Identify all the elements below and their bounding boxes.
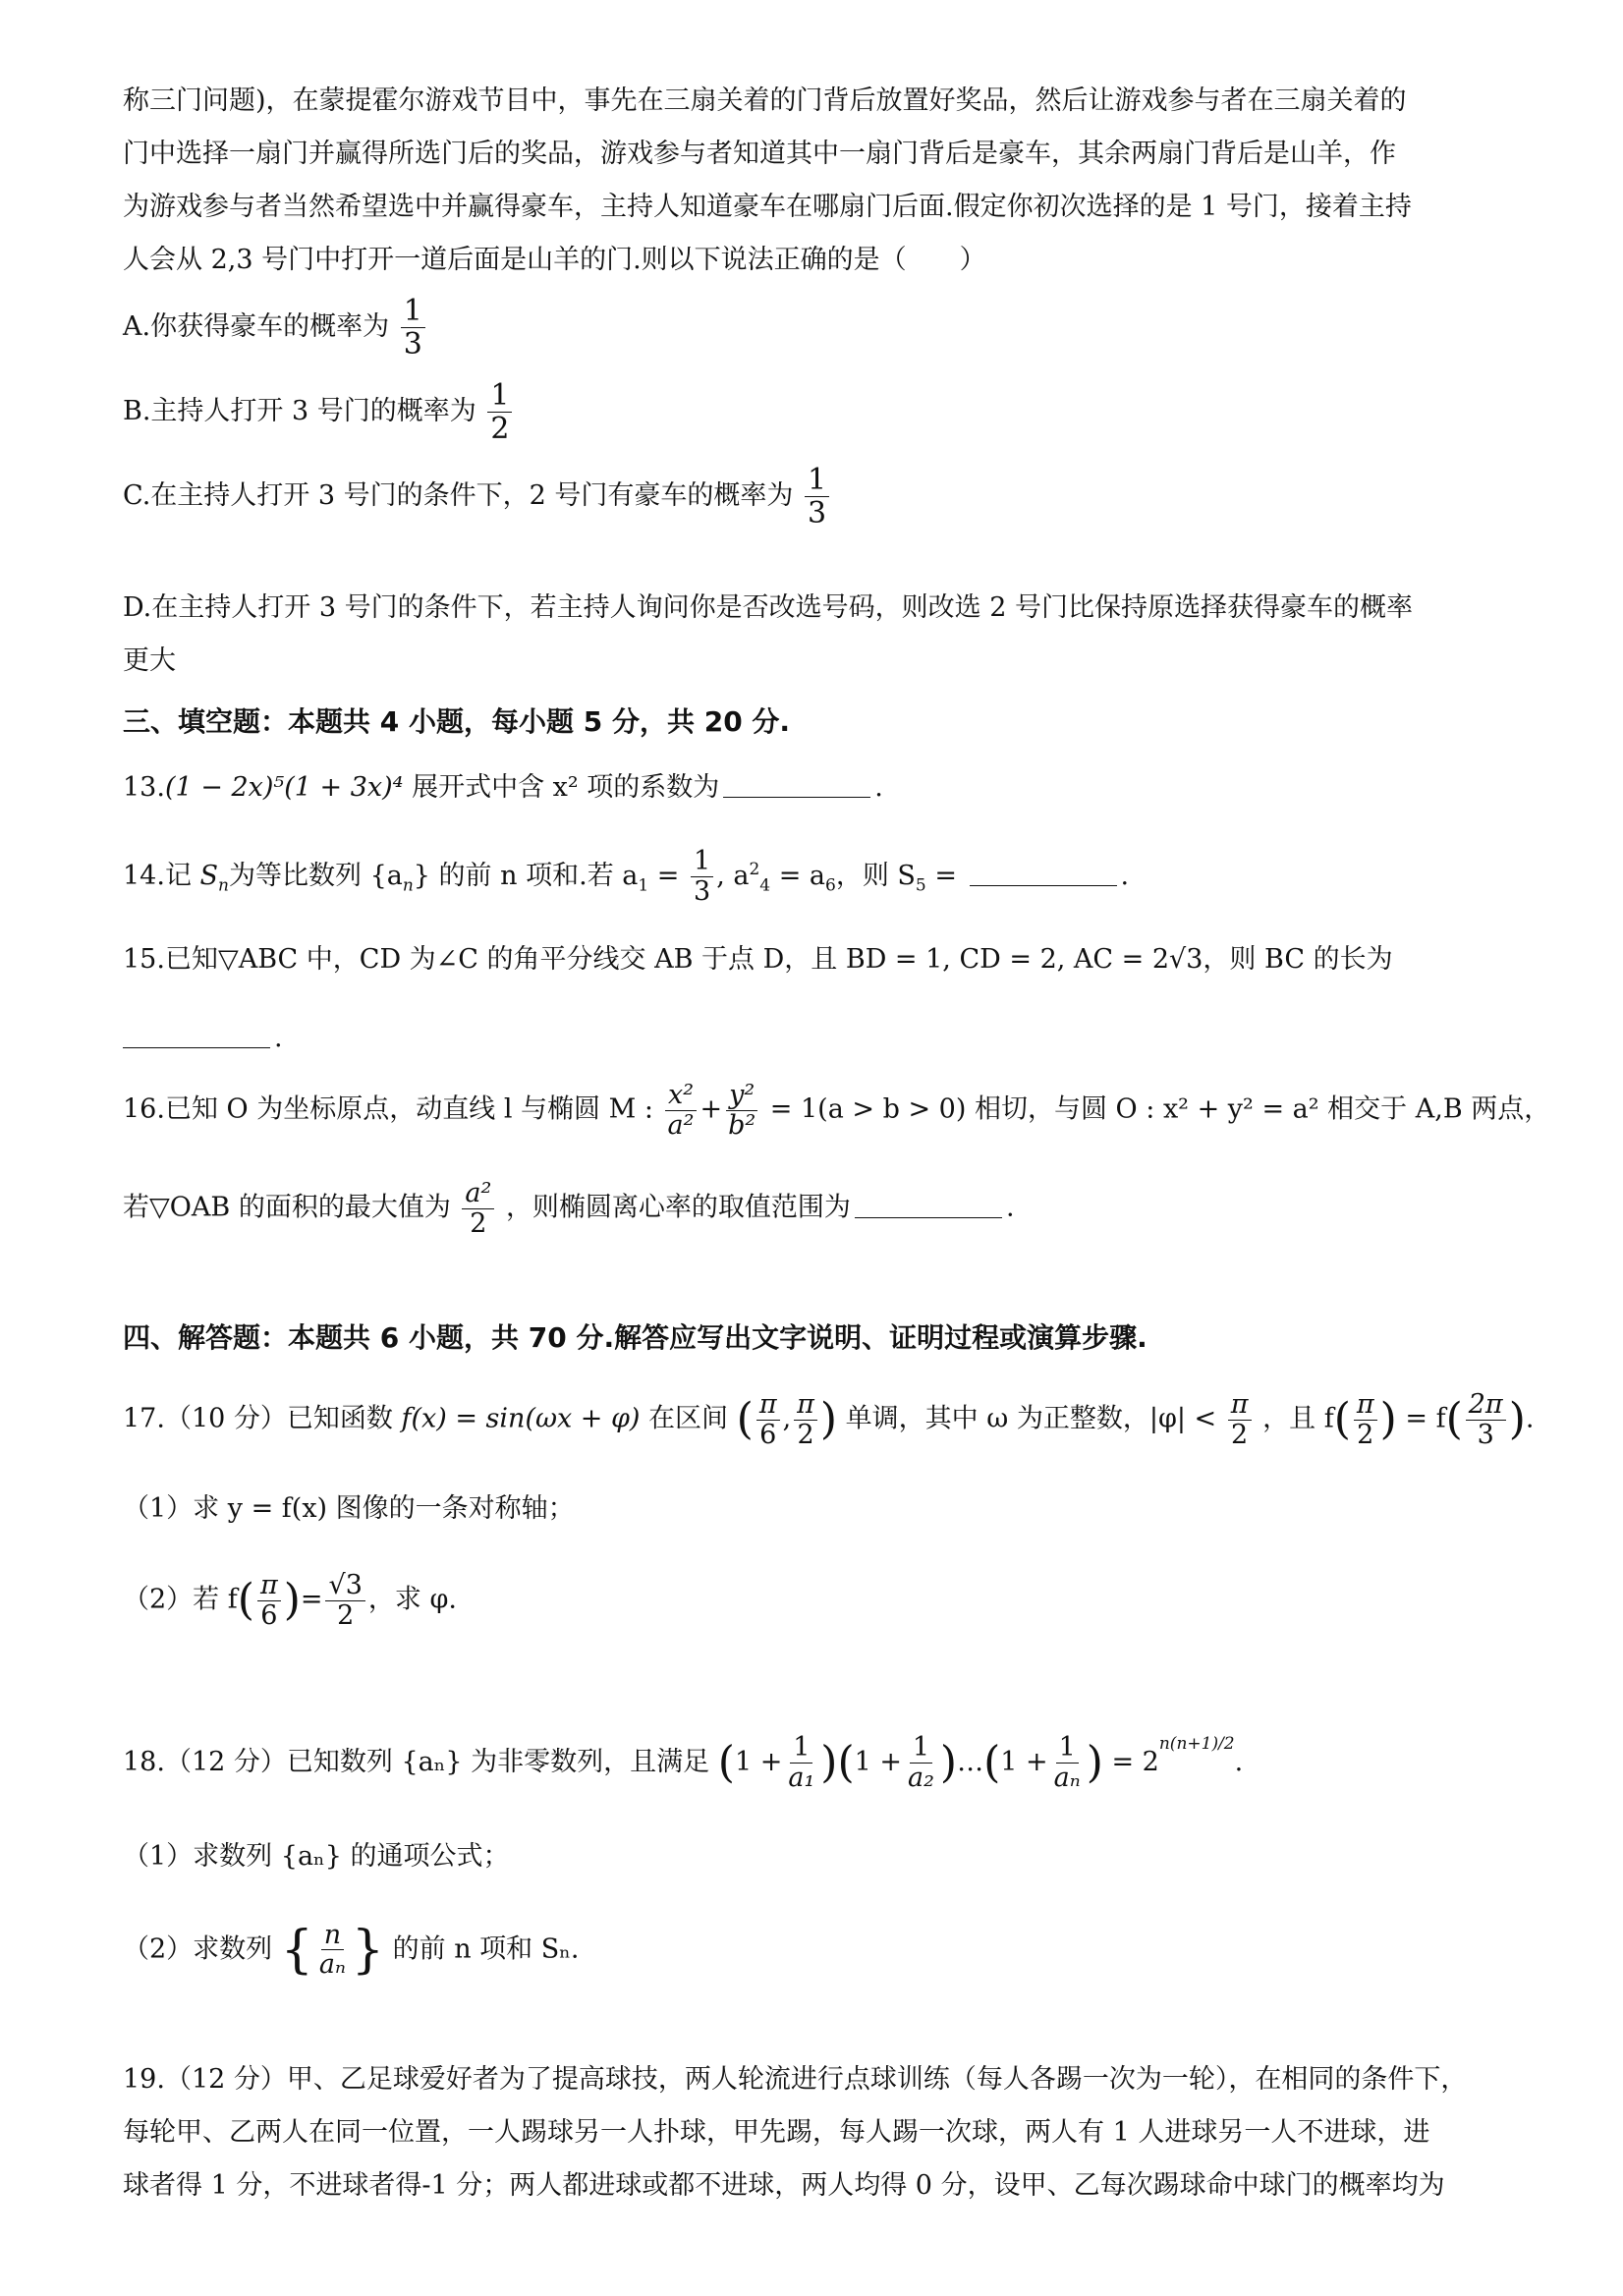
denominator: 2 xyxy=(490,412,510,446)
equals: = xyxy=(925,861,966,891)
period: . xyxy=(1234,1747,1244,1777)
question-text: } 的前 n 项和.若 a xyxy=(413,861,639,891)
fraction xyxy=(487,379,512,445)
stem-line: 人会从 2,3 号门中打开一道后面是山羊的门.则以下说法正确的是（ ） xyxy=(123,245,986,275)
question-13 xyxy=(123,761,1515,814)
denominator: 3 xyxy=(807,496,827,531)
fraction xyxy=(1051,1733,1084,1792)
numerator: 1 xyxy=(691,847,713,877)
question-text: 18.（12 分）已知数列 {aₙ} 为非零数列，且满足 xyxy=(123,1747,710,1777)
answer-blank[interactable] xyxy=(123,1021,270,1048)
equals: = f xyxy=(1405,1403,1446,1434)
numerator: 1 xyxy=(401,295,425,328)
option-d-line: D.在主持人打开 3 号门的条件下，若主持人询问你是否改选号码，则改选 2 号门比保持原选择获得豪车的概率 xyxy=(123,592,1413,623)
fraction xyxy=(905,1733,937,1792)
question-text: 16.已知 O 为坐标原点，动直线 l 与椭圆 M : xyxy=(123,1093,653,1125)
period: . xyxy=(1120,861,1130,891)
numerator: 1 xyxy=(805,464,829,497)
answer-blank[interactable] xyxy=(855,1191,1002,1218)
question-14: 14.记 $S_n$为等比数列 $\{a_n\}$ 的前 n 项和.若 $a_1$ = $\frac{1}{3}$ , $a^2_4 = a_6$，则 $S_5$ = . xyxy=(123,846,1130,907)
denominator: 6 xyxy=(759,1419,777,1450)
term: 1 + xyxy=(854,1747,902,1777)
question-text: 的前 n 项和 Sₙ. xyxy=(392,1933,580,1965)
sub-question-2: （2）若 f( $\frac{\pi}{6}$ )= $\frac{√3}{2}$ ，求 φ. xyxy=(123,1570,457,1632)
equals: = xyxy=(648,861,688,891)
ellipsis: … xyxy=(957,1747,984,1777)
fraction xyxy=(257,1571,281,1630)
question-text: 17.（10 分）已知函数 xyxy=(123,1403,393,1434)
question-text: 19.（12 分）甲、乙足球爱好者为了提高球技，两人轮流进行点球训练（每人各踢一次为一轮），在相同的条件下， xyxy=(123,2064,1468,2095)
denominator: 6 xyxy=(260,1600,278,1632)
stem-line: 为游戏参与者当然希望选中并赢得豪车，主持人知道豪车在哪扇门后面.假定你初次选择的是 1 号门，接着主持 xyxy=(123,192,1412,222)
question-text: ，且 f xyxy=(1262,1403,1334,1434)
section-heading-solutions: 四、解答题：本题共 6 小题，共 70 分.解答应写出文字说明、证明过程或演算步骤. xyxy=(123,1321,1147,1354)
question-text: 在区间 xyxy=(648,1403,729,1434)
numerator: 1 xyxy=(790,1733,812,1764)
equals: = xyxy=(300,1585,323,1616)
option-d xyxy=(123,582,1515,688)
denominator: 2 xyxy=(470,1208,487,1240)
fraction xyxy=(325,1571,364,1630)
question-text: ，则椭圆离心率的取值范围为 xyxy=(505,1193,851,1224)
question-18: 18.（12 分）已知数列 {aₙ} 为非零数列，且满足 (1 + $\frac{1}{\text{a₁}}$ )(1 + $\frac{1}{\text{a₂}}$ )…(1 + $\frac{1}{\text{aₙ}}$ ) = $2^{n(n+1)/2}$. （1）求数列 {aₙ} 的通项公式； （2）求数列 { $\frac{n}{\text{aₙ}}$ } 的前 n 项和 Sₙ. xyxy=(123,1717,1515,1980)
period: . xyxy=(1525,1403,1535,1434)
numerator: x² xyxy=(665,1081,697,1111)
question-17: 17.（10 分）已知函数 f(x) = sin(ωx + φ) 在区间 ( $\frac{\pi}{6}$ , $\frac{\pi}{2}$ ) 单调，其中 ω 为正整数，|φ| < $\frac{\pi}{2}$ ，且 f( $\frac{\pi}{2}$ ) = f( $\frac{2\pi}{3}$ ). （1）求 y = f(x) 图像的一条对称轴； （2）若 f( $\frac{\pi}{6}$ )= $\frac{√3}{2}$ ，求 φ. xyxy=(123,1389,1535,1632)
denominator: 3 xyxy=(403,327,422,362)
stem-line: 门中选择一扇门并赢得所选门后的奖品，游戏参与者知道其中一扇门背后是豪车，其余两扇门背后是山羊，作 xyxy=(123,139,1396,169)
question-text: 单调，其中 ω 为正整数，|φ| < xyxy=(845,1403,1217,1434)
stem-line: 称三门问题)，在蒙提霍尔游戏节目中，事先在三扇关着的门背后放置好奖品，然后让游戏参与者在三扇关着的 xyxy=(123,85,1407,116)
question-text: , a xyxy=(716,861,750,891)
question-16 xyxy=(123,1080,1551,1240)
option-b xyxy=(123,379,1515,445)
option-c-text: C.在主持人打开 3 号门的条件下，2 号门有豪车的概率为 xyxy=(123,480,794,511)
denominator: 2 xyxy=(797,1419,814,1450)
question-12-stem xyxy=(123,75,1515,287)
question-number: 14.记 xyxy=(123,861,200,891)
option-a-text: A.你获得豪车的概率为 xyxy=(123,311,390,342)
numerator: a² xyxy=(462,1179,494,1209)
term: 1 + xyxy=(1000,1747,1048,1777)
fraction xyxy=(725,1081,758,1140)
fraction xyxy=(462,1179,494,1238)
denominator: a₁ xyxy=(788,1763,815,1793)
period: . xyxy=(274,1023,283,1053)
numerator: 2π xyxy=(1466,1390,1506,1421)
numerator: π xyxy=(1354,1390,1377,1421)
question-text: 展开式中含 x² 项的系数为 xyxy=(412,772,720,803)
numerator: 1 xyxy=(1056,1733,1079,1764)
numerator: π xyxy=(257,1571,281,1601)
question-text: 为等比数列 {a xyxy=(228,861,403,891)
question-text: = 1(a > b > 0) 相切，与圆 O : x² + y² = a² 相交于 A,B 两点， xyxy=(769,1093,1551,1125)
denominator: 2 xyxy=(1357,1419,1374,1450)
sub-question-2: （2）求数列 { $\frac{n}{\text{aₙ}}$ } 的前 n 项和 Sₙ. xyxy=(123,1919,580,1981)
denominator: a₂ xyxy=(908,1763,934,1793)
numerator: √3 xyxy=(325,1571,364,1601)
numerator: π xyxy=(756,1390,780,1421)
denominator: a² xyxy=(667,1109,695,1141)
numerator: π xyxy=(794,1390,817,1421)
option-a xyxy=(123,295,1515,361)
denominator: 2 xyxy=(1231,1419,1249,1450)
function-expression: f(x) = sin(ωx + φ) xyxy=(401,1403,641,1434)
question-text: （2）求数列 xyxy=(123,1933,273,1965)
answer-blank[interactable] xyxy=(723,770,870,798)
period: . xyxy=(1005,1193,1015,1224)
term: 1 + xyxy=(734,1747,783,1777)
option-b-text: B.主持人打开 3 号门的概率为 xyxy=(123,396,476,426)
fraction xyxy=(1354,1390,1377,1449)
option-d-line: 更大 xyxy=(123,645,176,676)
question-text: 每轮甲、乙两人在同一位置，一人踢球另一人扑球，甲先踢，每人踢一次球，两人有 1 人进球另一人不进球，进 xyxy=(123,2117,1430,2148)
plus: + xyxy=(700,1093,723,1125)
question-19 xyxy=(123,2053,1515,2212)
fraction xyxy=(805,464,829,530)
variable: S xyxy=(199,861,219,891)
equals: = 2 xyxy=(1111,1747,1159,1777)
fraction xyxy=(1466,1390,1506,1449)
numerator: y² xyxy=(726,1081,757,1111)
question-15 xyxy=(123,933,1515,1065)
denominator: aₙ xyxy=(1053,1763,1081,1793)
denominator: b² xyxy=(728,1109,756,1141)
fraction xyxy=(691,847,713,906)
question-text: ，求 φ. xyxy=(367,1585,457,1616)
question-text: 15.已知▽ABC 中，CD 为∠C 的角平分线交 AB 于点 D，且 BD = 1, CD = 2, AC = 2√3，则 BC 的长为 xyxy=(123,944,1393,975)
question-text: = a xyxy=(770,861,825,891)
denominator: aₙ xyxy=(318,1949,346,1981)
expression: (1 − 2x)⁵(1 + 3x)⁴ xyxy=(164,772,404,803)
option-c xyxy=(123,464,1515,530)
denominator: 3 xyxy=(1477,1419,1494,1450)
numerator: 1 xyxy=(910,1733,932,1764)
question-text: 若▽OAB 的面积的最大值为 xyxy=(123,1193,451,1224)
question-text: 球者得 1 分，不进球者得-1 分；两人都进球或都不进球，两人均得 0 分，设甲、乙每次踢球命中球门的概率均为 xyxy=(123,2170,1445,2201)
numerator: π xyxy=(1228,1390,1252,1421)
sub-question-1: （1）求数列 {aₙ} 的通项公式； xyxy=(123,1840,510,1872)
question-text: （2）若 f xyxy=(123,1585,238,1616)
fraction xyxy=(316,1921,349,1980)
fraction xyxy=(665,1081,698,1140)
fraction xyxy=(756,1390,780,1449)
fraction xyxy=(1228,1390,1252,1449)
exponent: n(n+1)/2 xyxy=(1158,1734,1235,1754)
denominator: 2 xyxy=(337,1600,355,1632)
sub-question-1: （1）求 y = f(x) 图像的一条对称轴； xyxy=(123,1493,575,1525)
question-text: ，则 S xyxy=(835,861,916,891)
fraction xyxy=(785,1733,817,1792)
fraction xyxy=(401,295,425,361)
answer-blank[interactable] xyxy=(970,859,1117,886)
numerator: 1 xyxy=(487,379,512,413)
denominator: 3 xyxy=(694,876,711,907)
question-number: 13. xyxy=(123,772,165,803)
numerator: n xyxy=(321,1921,344,1951)
section-heading-fill-in: 三、填空题：本题共 4 小题，每小题 5 分，共 20 分. xyxy=(123,705,791,738)
period: . xyxy=(874,772,883,803)
fraction xyxy=(794,1390,817,1449)
